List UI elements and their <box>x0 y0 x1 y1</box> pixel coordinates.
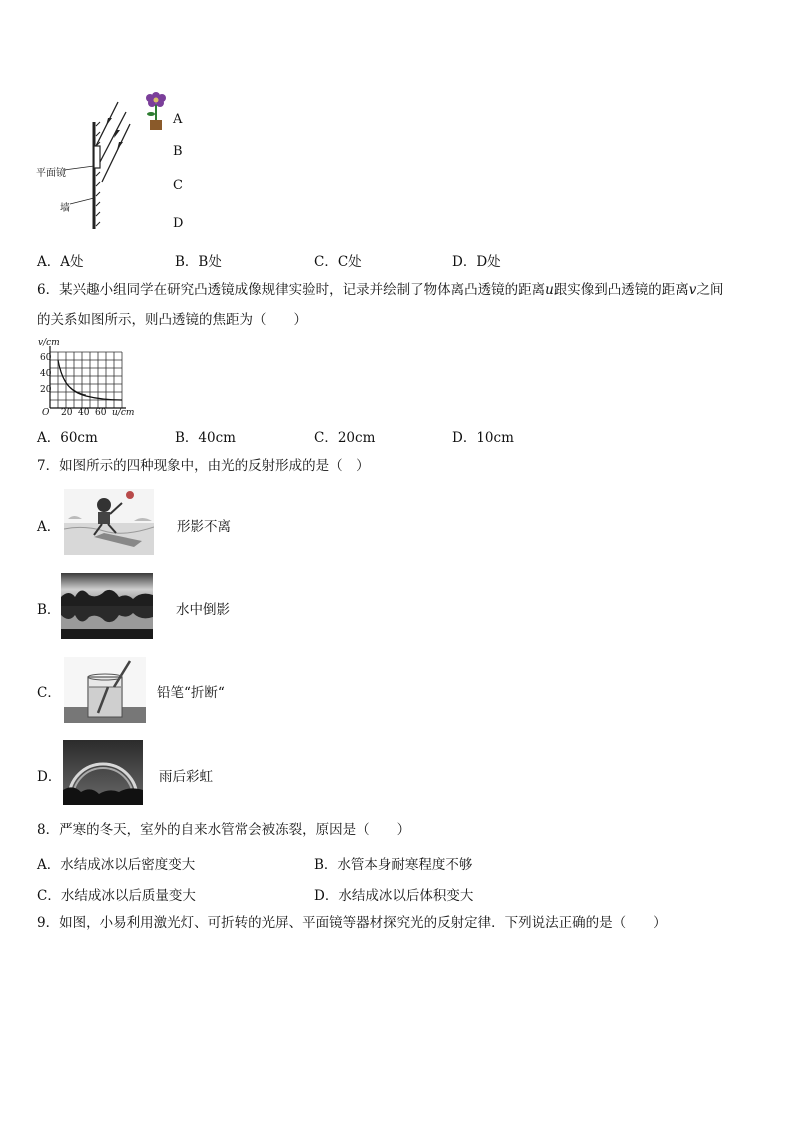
q9-stem: 9．如图，小易利用激光灯、可折转的光屏、平面镜等器材探究光的反射定律．下列说法正确的是（ ） <box>37 915 667 931</box>
q7-option-d-letter[interactable]: D． <box>37 769 62 785</box>
pencil-in-glass-photo-icon <box>64 657 146 723</box>
rainbow-photo-icon <box>63 740 143 805</box>
graph-origin: O <box>42 408 50 418</box>
q7-option-a-caption: 形影不离 <box>177 519 231 535</box>
q5-option-b[interactable]: B．B处 <box>175 254 222 270</box>
point-a-label: A <box>173 112 183 127</box>
q7-option-a-letter[interactable]: A． <box>37 519 61 535</box>
point-d-label: D <box>173 216 184 231</box>
q5-figure <box>30 84 210 240</box>
mirror-label: 平面镜 <box>36 168 66 179</box>
graph-x-label: u/cm <box>112 408 135 418</box>
q8-option-c[interactable]: C．水结成冰以后质量变大 <box>37 888 196 904</box>
y-tick-60: 60 <box>40 353 52 363</box>
child-shadow-photo-icon <box>64 489 154 555</box>
point-b-label: B <box>173 144 183 159</box>
q7-stem: 7．如图所示的四种现象中，由光的反射形成的是（ ） <box>37 458 370 474</box>
q5-option-c[interactable]: C．C处 <box>314 254 362 270</box>
point-c-label: C <box>173 178 183 193</box>
q7-option-b-caption: 水中倒影 <box>176 602 230 618</box>
q6-stem-line1: 6．某兴趣小组同学在研究凸透镜成像规律实验时，记录并绘制了物体离凸透镜的距离u跟实像到凸透镜的距离v之间 <box>37 282 724 298</box>
q6-option-b[interactable]: B．40cm <box>175 430 236 446</box>
q8-stem: 8．严寒的冬天，室外的自来水管常会被冻裂，原因是（ ） <box>37 822 411 838</box>
x-tick-60: 60 <box>95 408 107 418</box>
q8-option-a[interactable]: A．水结成冰以后密度变大 <box>37 857 196 873</box>
q8-option-b[interactable]: B．水管本身耐寒程度不够 <box>314 857 473 873</box>
q6-option-c[interactable]: C．20cm <box>314 430 376 446</box>
q7-option-d-caption: 雨后彩虹 <box>159 769 213 785</box>
flower-pot-icon <box>146 92 166 130</box>
q5-option-a[interactable]: A．A处 <box>37 254 84 270</box>
q6-graph <box>36 338 146 420</box>
q7-option-c-letter[interactable]: C． <box>37 685 61 701</box>
q6-stem-line2: 的关系如图所示，则凸透镜的焦距为（ ） <box>37 312 307 328</box>
q6-option-a[interactable]: A．60cm <box>37 430 98 446</box>
water-reflection-photo-icon <box>61 573 153 639</box>
y-tick-40: 40 <box>40 369 52 379</box>
q6-option-d[interactable]: D．10cm <box>452 430 514 446</box>
x-tick-20: 20 <box>61 408 73 418</box>
y-tick-20: 20 <box>40 385 52 395</box>
graph-y-label: v/cm <box>38 338 60 348</box>
q7-option-b-letter[interactable]: B． <box>37 602 61 618</box>
q5-option-d[interactable]: D．D处 <box>452 254 501 270</box>
x-tick-40: 40 <box>78 408 90 418</box>
q7-option-c-caption: 铅笔“折断“ <box>157 685 225 701</box>
wall-label: 墙 <box>60 203 70 214</box>
q8-option-d[interactable]: D．水结成冰以后体积变大 <box>314 888 474 904</box>
light-ray <box>100 112 126 162</box>
plane-mirror <box>94 146 100 168</box>
